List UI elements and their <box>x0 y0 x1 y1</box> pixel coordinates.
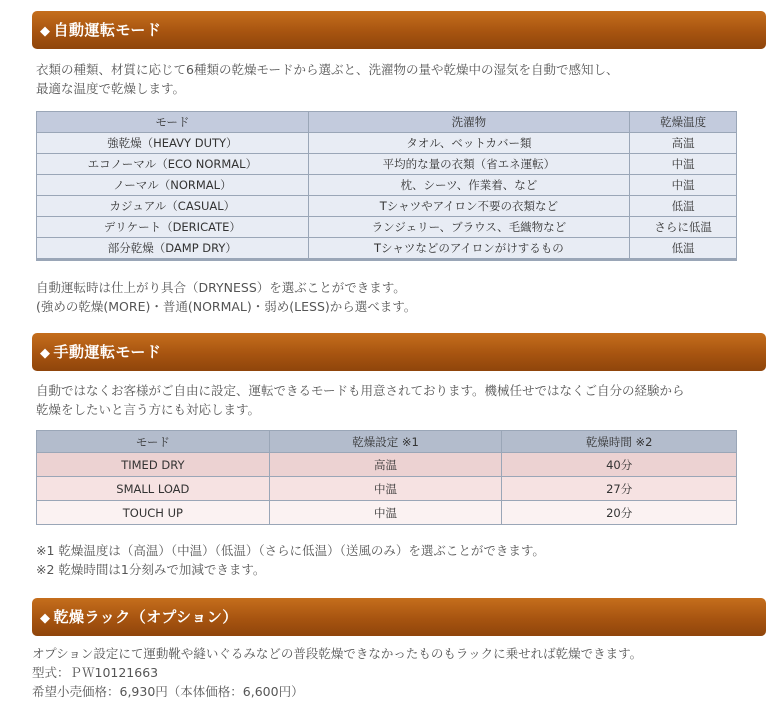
table-row: カジュアル（CASUAL） Tシャツやアイロン不要の衣類など 低温 <box>37 196 737 217</box>
section-title: 自動運転モード <box>53 21 162 39</box>
manual-mode-table <box>36 430 737 525</box>
section-header-drying-rack <box>32 598 766 636</box>
table-row: TOUCH UP 中温 20分 <box>37 501 737 525</box>
table-row: SMALL LOAD 中温 27分 <box>37 477 737 501</box>
table-header-row: モード 洗濯物 乾燥温度 <box>37 112 737 133</box>
table-row: TIMED DRY 高温 40分 <box>37 453 737 477</box>
rack-model-number: 型式：ＰＷ10121663 <box>32 665 159 680</box>
table-header-row: モード 乾燥設定 ※1 乾燥時間 ※2 <box>37 431 737 453</box>
section-header-auto-mode <box>32 11 766 49</box>
dryness-note: 自動運転時は仕上がり具合（DRYNESS）を選ぶことができます。 (強めの乾燥(MORE)・普通(NORMAL)・弱め(LESS)から選べます。 <box>36 280 417 314</box>
diamond-bullet-icon: ◆ <box>40 24 51 39</box>
auto-mode-table <box>36 111 737 261</box>
table-row: デリケート（DERICATE） ランジェリー、ブラウス、毛織物など さらに低温 <box>37 217 737 238</box>
drying-rack-info <box>32 644 757 701</box>
auto-mode-intro: 衣類の種類、材質に応じて6種類の乾燥モードから選ぶと、洗濯物の量や乾燥中の湿気を自動で感知し、 最適な温度で乾燥します。 <box>36 62 619 96</box>
section-title: 乾燥ラック（オプション） <box>53 608 238 626</box>
manual-mode-intro: 自動ではなくお客様がご自由に設定、運転できるモードも用意されております。機械任せではなくご自分の経験から 乾燥をしたいと言う方にも対応します。 <box>36 383 685 417</box>
rack-description: オプション設定にて運動靴や縫いぐるみなどの普段乾燥できなかったものもラックに乗せれば乾燥できます。 <box>32 646 643 661</box>
diamond-bullet-icon: ◆ <box>40 611 51 626</box>
table-row: 部分乾燥（DAMP DRY） Tシャツなどのアイロンがけするもの 低温 <box>37 238 737 260</box>
table-row: 強乾燥（HEAVY DUTY） タオル、ベットカバー類 高温 <box>37 133 737 154</box>
section-title: 手動運転モード <box>53 343 162 361</box>
manual-mode-notes: ※1 乾燥温度は（高温）（中温）（低温）（さらに低温）（送風のみ）を選ぶことができます。 ※2 乾燥時間は1分刻みで加減できます。 <box>36 543 545 577</box>
table-row: ノーマル（NORMAL） 枕、シーツ、作業着、など 中温 <box>37 175 737 196</box>
table-row: エコノーマル（ECO NORMAL） 平均的な量の衣類（省エネ運転） 中温 <box>37 154 737 175</box>
rack-price: 希望小売価格：6,930円（本体価格：6,600円） <box>32 684 304 699</box>
section-header-manual-mode <box>32 333 766 371</box>
diamond-bullet-icon: ◆ <box>40 346 51 361</box>
